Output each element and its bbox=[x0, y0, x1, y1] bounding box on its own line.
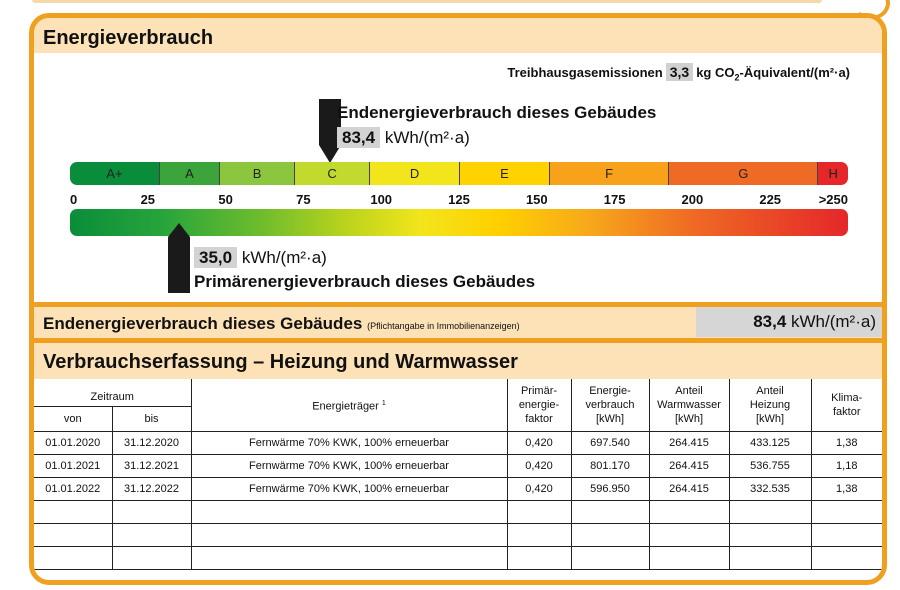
empty-cell bbox=[112, 547, 191, 570]
empty-cell bbox=[191, 501, 507, 524]
cell-verbrauch: 697.540 bbox=[571, 432, 649, 455]
cell-klima: 1,18 bbox=[811, 455, 882, 478]
header-line: Klima- bbox=[831, 392, 863, 404]
scale-tick-label: 175 bbox=[603, 192, 626, 207]
class-segment: A+ bbox=[70, 162, 159, 185]
header-line: Anteil bbox=[756, 385, 784, 397]
empty-cell bbox=[507, 547, 571, 570]
scale-tick-label: 225 bbox=[759, 192, 782, 207]
table-row-empty bbox=[34, 547, 882, 570]
ghg-unit-prefix: kg CO bbox=[696, 65, 735, 80]
empty-cell bbox=[34, 501, 112, 524]
class-segment: F bbox=[549, 162, 668, 185]
scale-tick-label: 125 bbox=[448, 192, 470, 207]
table-row-empty bbox=[34, 501, 882, 524]
cell-von: 01.01.2020 bbox=[34, 432, 112, 455]
cell-bis: 31.12.2020 bbox=[112, 432, 191, 455]
ghg-label: Treibhausgasemissionen bbox=[507, 65, 663, 80]
header-energietraeger bbox=[191, 379, 507, 432]
table-row bbox=[34, 478, 882, 501]
table-row bbox=[34, 432, 882, 455]
empty-cell bbox=[571, 547, 649, 570]
endenergy-value-line bbox=[337, 128, 470, 148]
header-energietraeger-text: Energieträger bbox=[312, 400, 379, 413]
empty-cell bbox=[191, 524, 507, 547]
primaryenergy-unit: kWh/(m²·a) bbox=[241, 248, 327, 267]
class-segment: E bbox=[459, 162, 549, 185]
table-body bbox=[34, 432, 882, 570]
scale-ticks bbox=[70, 192, 848, 210]
class-segment: H bbox=[817, 162, 848, 185]
header-bis: bis bbox=[112, 407, 191, 432]
cell-bis: 31.12.2021 bbox=[112, 455, 191, 478]
header-energieverbrauch bbox=[571, 379, 649, 432]
empty-cell bbox=[729, 501, 811, 524]
class-segment: C bbox=[294, 162, 369, 185]
empty-cell bbox=[811, 524, 882, 547]
header-line: verbrauch bbox=[585, 399, 635, 411]
class-segment: D bbox=[369, 162, 459, 185]
ghg-unit-suffix: -Äquivalent/(m²·a) bbox=[739, 65, 850, 80]
endenergy-unit: kWh/(m²·a) bbox=[384, 128, 470, 147]
header-line: Warmwasser bbox=[657, 399, 721, 411]
cell-faktor: 0,420 bbox=[507, 478, 571, 501]
cell-klima: 1,38 bbox=[811, 478, 882, 501]
header-energietraeger-note: 1 bbox=[381, 399, 386, 407]
ghg-value: 3,3 bbox=[666, 63, 693, 81]
energy-certificate-frame bbox=[29, 13, 887, 585]
empty-cell bbox=[571, 524, 649, 547]
header-line: faktor bbox=[525, 413, 553, 425]
empty-cell bbox=[649, 524, 729, 547]
empty-cell bbox=[649, 547, 729, 570]
header-line: energie- bbox=[518, 399, 560, 411]
section-verbrauchserfassung-header bbox=[34, 343, 882, 379]
header-line: Anteil bbox=[675, 385, 703, 397]
empty-cell bbox=[191, 547, 507, 570]
empty-cell bbox=[571, 501, 649, 524]
scale-tick-label: 150 bbox=[525, 192, 548, 207]
cell-warmwasser: 264.415 bbox=[649, 478, 729, 501]
header-line: faktor bbox=[832, 406, 861, 418]
empty-cell bbox=[507, 524, 571, 547]
header-line: Primär- bbox=[520, 385, 558, 397]
class-segment: A bbox=[159, 162, 219, 185]
empty-cell bbox=[811, 547, 882, 570]
section-endenergy-summary bbox=[34, 307, 882, 338]
cell-von: 01.01.2021 bbox=[34, 455, 112, 478]
scale-tick-label: 50 bbox=[218, 192, 233, 207]
header-line: [kWh] bbox=[755, 413, 785, 425]
ghg-unit-sub: 2 bbox=[734, 72, 740, 83]
header-zeitraum: Zeitraum bbox=[34, 379, 191, 407]
cell-traeger: Fernwärme 70% KWK, 100% erneuerbar bbox=[191, 478, 507, 501]
cell-heizung: 433.125 bbox=[729, 432, 811, 455]
summary-value: 83,4 bbox=[753, 312, 787, 331]
cell-bis: 31.12.2022 bbox=[112, 478, 191, 501]
empty-cell bbox=[34, 547, 112, 570]
primaryenergy-arrow-icon bbox=[166, 223, 192, 293]
cell-warmwasser: 264.415 bbox=[649, 455, 729, 478]
consumption-table bbox=[34, 379, 882, 570]
class-segment: B bbox=[219, 162, 294, 185]
scale-tick-label: >250 bbox=[818, 192, 848, 207]
header-anteil-warmwasser bbox=[649, 379, 729, 432]
header-line: [kWh] bbox=[595, 413, 625, 425]
primaryenergy-label: Primärenergieverbrauch dieses Gebäudes bbox=[194, 272, 536, 291]
section-energieverbrauch-header bbox=[34, 18, 882, 53]
header-von: von bbox=[34, 407, 112, 432]
header-line: [kWh] bbox=[674, 413, 704, 425]
table-row bbox=[34, 455, 882, 478]
summary-note: (Pflichtangabe in Immobilienanzeigen) bbox=[367, 321, 520, 331]
section-title: Verbrauchserfassung – Heizung und Warmwasser bbox=[43, 351, 518, 373]
class-segment: G bbox=[668, 162, 817, 185]
cell-verbrauch: 596.950 bbox=[571, 478, 649, 501]
empty-cell bbox=[729, 547, 811, 570]
cell-verbrauch: 801.170 bbox=[571, 455, 649, 478]
cell-heizung: 536.755 bbox=[729, 455, 811, 478]
summary-unit: kWh/(m²·a) bbox=[791, 312, 876, 331]
scale-tick-label: 0 bbox=[70, 192, 78, 207]
cell-faktor: 0,420 bbox=[507, 455, 571, 478]
empty-cell bbox=[811, 501, 882, 524]
scale-tick-label: 100 bbox=[370, 192, 393, 207]
empty-cell bbox=[507, 501, 571, 524]
top-strip bbox=[32, 0, 822, 3]
summary-title-text: Endenergieverbrauch dieses Gebäudes bbox=[43, 314, 363, 333]
cell-traeger: Fernwärme 70% KWK, 100% erneuerbar bbox=[191, 432, 507, 455]
cell-klima: 1,38 bbox=[811, 432, 882, 455]
scale-tick-label: 75 bbox=[296, 192, 311, 207]
summary-value-box bbox=[696, 307, 882, 337]
ghg-emissions bbox=[507, 64, 850, 83]
header-klimafaktor bbox=[811, 379, 882, 432]
primaryenergy-value: 35,0 bbox=[194, 247, 237, 268]
table-row-empty bbox=[34, 524, 882, 547]
empty-cell bbox=[729, 524, 811, 547]
cell-faktor: 0,420 bbox=[507, 432, 571, 455]
empty-cell bbox=[649, 501, 729, 524]
header-anteil-heizung bbox=[729, 379, 811, 432]
cell-warmwasser: 264.415 bbox=[649, 432, 729, 455]
header-line: Heizung bbox=[749, 399, 791, 411]
endenergy-label: Endenergieverbrauch dieses Gebäudes bbox=[337, 103, 657, 122]
header-line: Energie- bbox=[589, 385, 631, 397]
primaryenergy-value-line bbox=[194, 248, 327, 268]
header-primaerenergiefaktor bbox=[507, 379, 571, 432]
empty-cell bbox=[34, 524, 112, 547]
empty-cell bbox=[112, 501, 191, 524]
scale-tick-label: 200 bbox=[681, 192, 704, 207]
scale-tick-label: 25 bbox=[140, 192, 156, 207]
empty-cell bbox=[112, 524, 191, 547]
endenergy-value: 83,4 bbox=[337, 127, 380, 148]
cell-traeger: Fernwärme 70% KWK, 100% erneuerbar bbox=[191, 455, 507, 478]
cell-von: 01.01.2022 bbox=[34, 478, 112, 501]
summary-title bbox=[43, 314, 520, 334]
cell-heizung: 332.535 bbox=[729, 478, 811, 501]
efficiency-class-scale bbox=[70, 162, 848, 185]
section-title: Energieverbrauch bbox=[43, 27, 214, 49]
